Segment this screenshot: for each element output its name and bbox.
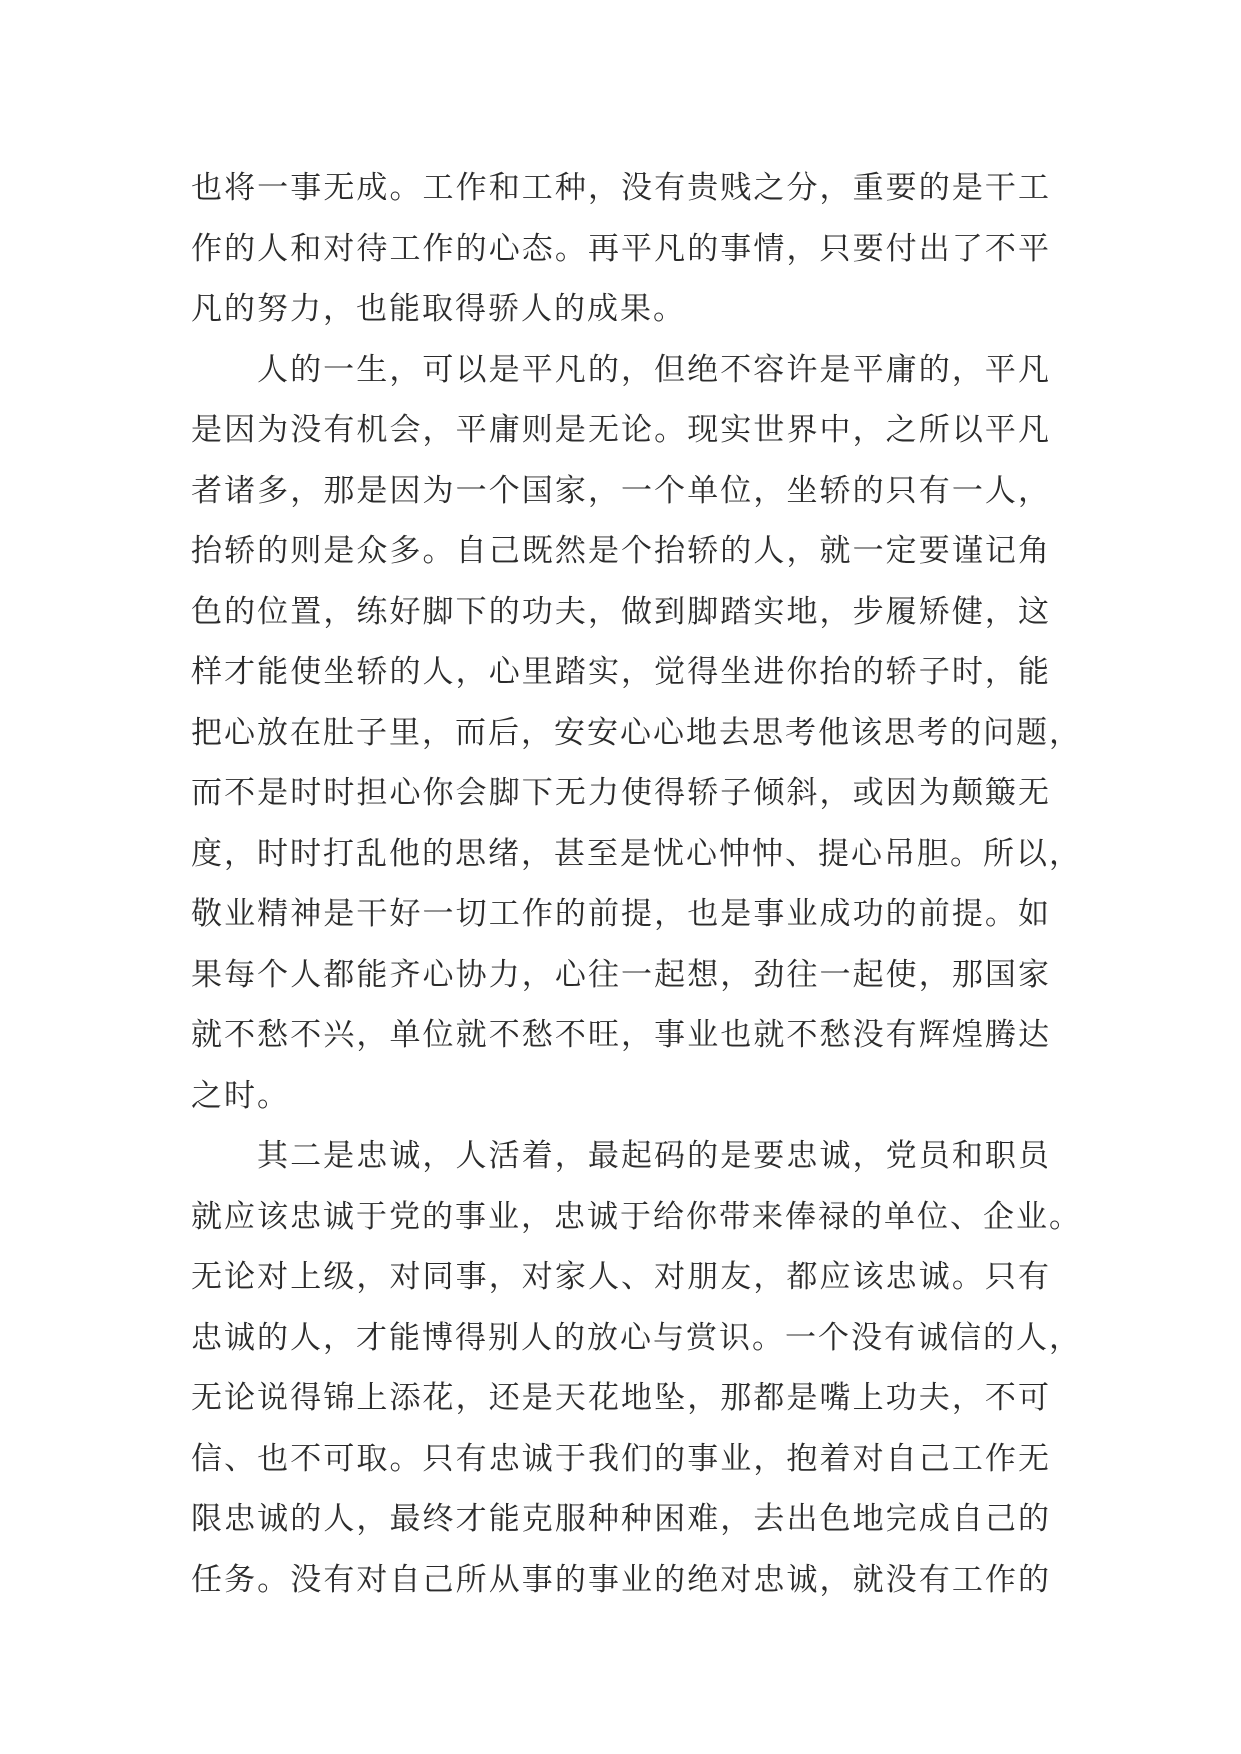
text-line: 也将一事无成。工作和工种，没有贵贱之分，重要的是干工	[191, 170, 1051, 206]
text-line: 者诸多，那是因为一个国家，一个单位，坐轿的只有一人，	[191, 472, 1051, 509]
text-line: 凡的努力，也能取得骄人的成果。	[191, 291, 686, 327]
text-line: 敬业精神是干好一切工作的前提，也是事业成功的前提。如	[191, 896, 1051, 932]
text-line: 度，时时打乱他的思绪，甚至是忧心忡忡、提心吊胆。所以，	[191, 835, 1082, 872]
text-line: 限忠诚的人，最终才能克服种种困难，去出色地完成自己的	[191, 1501, 1051, 1537]
text-line: 无论说得锦上添花，还是天花地坠，那都是嘴上功夫，不可	[191, 1380, 1051, 1416]
text-line: 其二是忠诚，人活着，最起码的是要忠诚，党员和职员	[257, 1138, 1051, 1174]
text-line: 而不是时时担心你会脚下无力使得轿子倾斜，或因为颠簸无	[191, 775, 1051, 811]
text-line: 抬轿的则是众多。自己既然是个抬轿的人，就一定要谨记角	[191, 533, 1051, 569]
text-line: 之时。	[191, 1077, 290, 1114]
text-line: 无论对上级，对同事，对家人、对朋友，都应该忠诚。只有	[191, 1259, 1051, 1295]
text-line: 样才能使坐轿的人，心里踏实，觉得坐进你抬的轿子时，能	[191, 654, 1051, 690]
text-line: 作的人和对待工作的心态。再平凡的事情，只要付出了不平	[191, 230, 1051, 267]
text-line: 忠诚的人，才能博得别人的放心与赏识。一个没有诚信的人，	[191, 1319, 1082, 1356]
text-line: 色的位置，练好脚下的功夫，做到脚踏实地，步履矫健，这	[191, 593, 1051, 630]
document-body	[191, 158, 1082, 1610]
text-line: 果每个人都能齐心协力，心往一起想，劲往一起使，那国家	[191, 956, 1051, 993]
text-line: 把心放在肚子里，而后，安安心心地去思考他该思考的问题，	[191, 714, 1082, 751]
text-line: 任务。没有对自己所从事的事业的绝对忠诚，就没有工作的	[191, 1561, 1051, 1598]
text-line: 是因为没有机会，平庸则是无论。现实世界中，之所以平凡	[191, 412, 1051, 448]
text-line: 就应该忠诚于党的事业，忠诚于给你带来俸禄的单位、企业。	[191, 1198, 1082, 1235]
text-line: 人的一生，可以是平凡的，但绝不容许是平庸的，平凡	[257, 351, 1051, 388]
text-line: 就不愁不兴，单位就不愁不旺，事业也就不愁没有辉煌腾达	[191, 1017, 1051, 1053]
text-line: 信、也不可取。只有忠诚于我们的事业，抱着对自己工作无	[191, 1440, 1051, 1477]
